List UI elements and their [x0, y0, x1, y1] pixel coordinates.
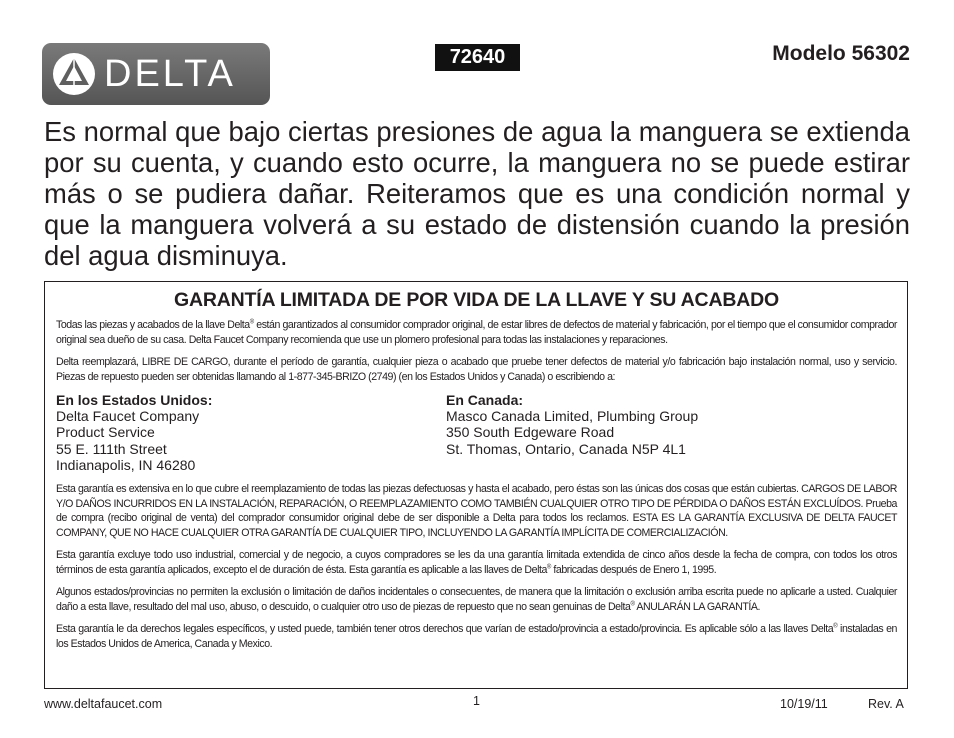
- warranty-paragraph-2: Delta reemplazará, LIBRE DE CARGO, durante el período de garantía, cualquier pieza o acabado que pruebe tener defectos de material y/o fabricación bajo instalación normal, uso y servicio. Piezas de repuesto pueden ser obtenidas llamando al 1-877-345-BRIZO (2749) (en los Estados Unidos y Canada) o escribiendo a:: [56, 356, 897, 383]
- us-address-line: Product Service: [56, 424, 155, 441]
- delta-triangle-icon: [52, 52, 96, 96]
- intro-paragraph: Es normal que bajo ciertas presiones de agua la manguera se extienda por su cuenta, y cuando esto ocurre, la manguera no se puede estirar más o se pudiera dañar. Reiteramos que es una condición normal y que la manguera volverá a su estado de distensión cuando la presión del agua disminuya.: [44, 116, 910, 271]
- address-block: [56, 392, 897, 473]
- us-address-heading: En los Estados Unidos:: [56, 392, 213, 408]
- part-number-badge: 72640: [435, 44, 520, 71]
- us-address-line: 55 E. 111th Street: [56, 440, 167, 457]
- warranty-box: [44, 281, 908, 689]
- warranty-paragraph-3: Esta garantía es extensiva en lo que cubre el reemplazamiento de todas las piezas defectuosas y hasta el acabado, pero éstas son las únicas dos cosas que están cubiertas. CARGOS DE LABOR Y/O DAÑOS INCURRIDOS EN LA INSTALACIÓN, REPARACIÓN, O REEMPLAZAMIENTO COMO TAMBIÉN CUALQUIER OTRO TIPO DE PÉRDIDA O DAÑOS ESTÁN EXCLUÍDOS. Prueba de compra (recibo original de venta) del comprador consumidor original debe de ser disponible a Delta para todos los reclamos. ESTA ES LA GARANTÍA EXCLUSIVA DE DELTA FAUCET COMPANY, QUE NO HACE CUALQUIER OTRA GARANTÍA DE CUALQUIER TIPO, INCLUYENDO LA GARANTÍA IMPLÍCITA DE COMERCIALIZACIÓN.: [56, 483, 897, 539]
- warranty-paragraph-1: Todas las piezas y acabados de la llave Delta® están garantizados al consumidor comprador original, de estar libres de defectos de material y fabricación, por el tiempo que el consumidor comprador original sea dueño de su casa. Delta Faucet Company recomienda que use un plomero profesional para todas las instalaciones y reparaciones.: [56, 319, 897, 346]
- page-number: 1: [473, 694, 480, 708]
- model-number: Modelo 56302: [772, 42, 910, 65]
- us-address-line: Indianapolis, IN 46280: [56, 456, 196, 473]
- canada-address-line: Masco Canada Limited, Plumbing Group: [446, 408, 699, 425]
- warranty-paragraph-6: Esta garantía le da derechos legales específicos, y usted puede, también tener otros derechos que varían de estado/provincia a estado/provincia. Es aplicable sólo a las llaves Delta® instaladas en los Estados Unidos de America, Canada y Mexico.: [56, 623, 897, 650]
- footer-revision: Rev. A: [868, 697, 904, 711]
- us-address: [56, 392, 446, 473]
- canada-address-line: 350 South Edgeware Road: [446, 424, 615, 441]
- canada-address: [446, 392, 698, 473]
- warranty-paragraph-5: Algunos estados/provincias no permiten la exclusión o limitación de daños incidentales o consecuentes, de manera que la limitación o exclusión arriba escrita puede no aplicarle a usted. Cualquier daño a esta llave, resultado del mal uso, abuso, o descuido, o cualquier otro uso de piezas de repuesto que no sean genuinas de Delta® ANULARÁN LA GARANTÍA.: [56, 586, 897, 613]
- footer-website: www.deltafaucet.com: [44, 697, 163, 711]
- warranty-title: GARANTÍA LIMITADA DE POR VIDA DE LA LLAVE Y SU ACABADO: [174, 289, 779, 311]
- logo-wordmark: DELTA: [104, 52, 236, 95]
- warranty-paragraph-4: Esta garantía excluye todo uso industrial, comercial y de negocio, a cuyos compradores se les da una garantía limitada extendida de cinco años desde la fecha de compra, con todos los otros términos de esta garantía aplicados, excepto el de duración de ésta. Esta garantía es aplicable a las llaves de Delta® fabricadas después de Enero 1, 1995.: [56, 549, 897, 576]
- canada-address-line: St. Thomas, Ontario, Canada N5P 4L1: [446, 440, 686, 457]
- us-address-line: Delta Faucet Company: [56, 408, 200, 425]
- canada-address-heading: En Canada:: [446, 392, 524, 408]
- footer-date: 10/19/11: [780, 697, 828, 711]
- delta-logo: [42, 43, 270, 105]
